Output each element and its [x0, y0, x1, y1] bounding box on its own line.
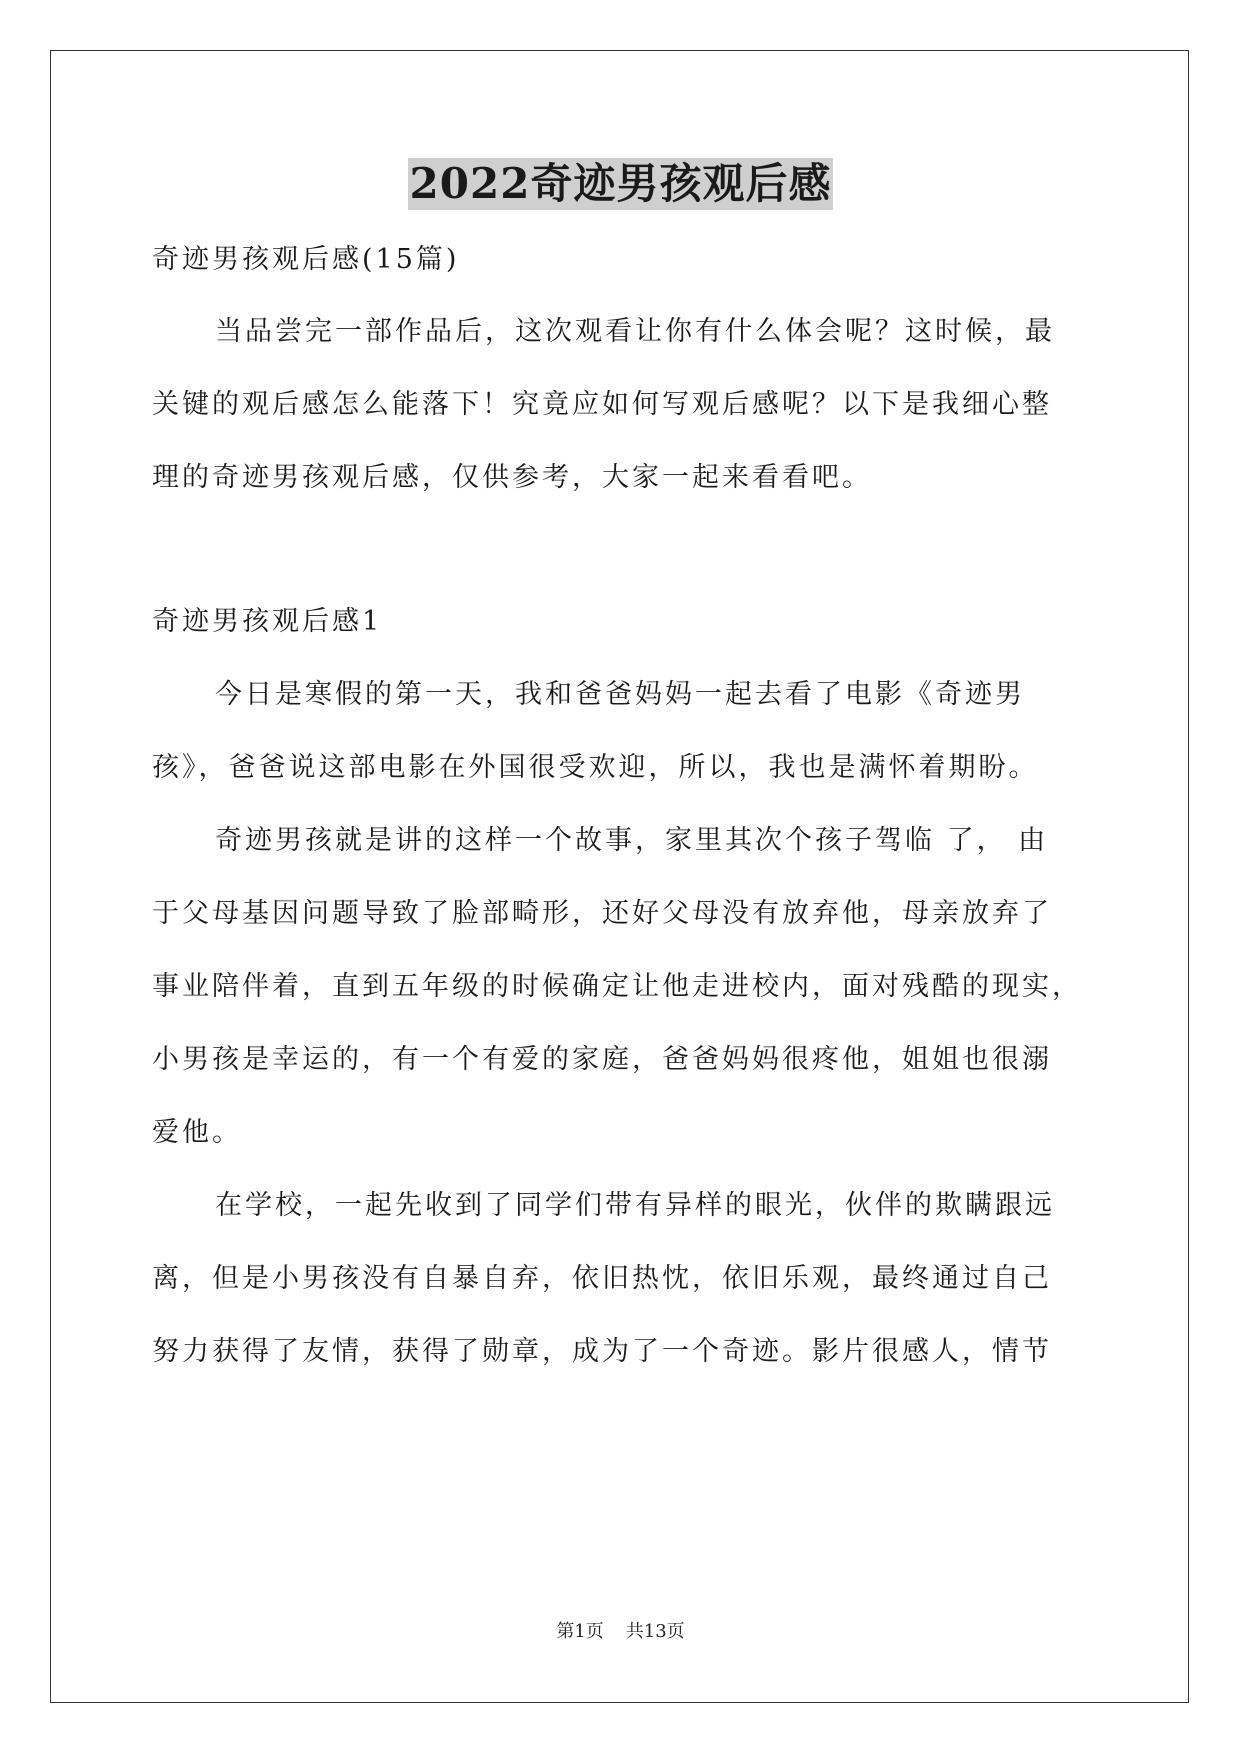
- page-border: [50, 50, 1189, 1703]
- section-heading: 奇迹男孩观后感1: [152, 606, 383, 637]
- para2-line-4: 小男孩是幸运的，有一个有爱的家庭，爸爸妈妈很疼他，姐姐也很溺: [152, 1044, 1052, 1075]
- para2-line-1: 奇迹男孩就是讲的这样一个故事，家里其次个孩子驾临 了， 由: [215, 825, 1049, 856]
- para3-line-1: 在学校，一起先收到了同学们带有异样的眼光，伙伴的欺瞒跟远: [215, 1190, 1055, 1221]
- intro-line-2: 关键的观后感怎么能落下！究竟应如何写观后感呢？以下是我细心整: [152, 389, 1052, 420]
- para1-line-2: 孩》，爸爸说这部电影在外国很受欢迎，所以，我也是满怀着期盼。: [152, 752, 1039, 783]
- intro-line-1: 当品尝完一部作品后，这次观看让你有什么体会呢？这时候，最: [215, 316, 1055, 347]
- para2-line-5: 爱他。: [152, 1117, 242, 1148]
- page-footer: [0, 1620, 1241, 1644]
- intro-line-3: 理的奇迹男孩观后感，仅供参考，大家一起来看看吧。: [152, 462, 872, 493]
- para1-line-1: 今日是寒假的第一天，我和爸爸妈妈一起去看了电影《奇迹男: [215, 679, 1025, 710]
- page-number: 第1页: [556, 1621, 604, 1642]
- document-subtitle: 奇迹男孩观后感(15篇): [152, 244, 460, 275]
- para3-line-3: 努力获得了友情，获得了勋章，成为了一个奇迹。影片很感人，情节: [152, 1336, 1052, 1367]
- title-container: [0, 158, 1241, 210]
- document-title: 2022奇迹男孩观后感: [409, 159, 832, 208]
- para3-line-2: 离，但是小男孩没有自暴自弃，依旧热忱，依旧乐观，最终通过自己: [152, 1263, 1052, 1294]
- para2-line-2: 于父母基因问题导致了脸部畸形，还好父母没有放弃他，母亲放弃了: [152, 898, 1052, 929]
- page-total: 共13页: [625, 1621, 685, 1642]
- para2-line-3: 事业陪伴着，直到五年级的时候确定让他走进校内，面对残酷的现实，: [152, 971, 1082, 1002]
